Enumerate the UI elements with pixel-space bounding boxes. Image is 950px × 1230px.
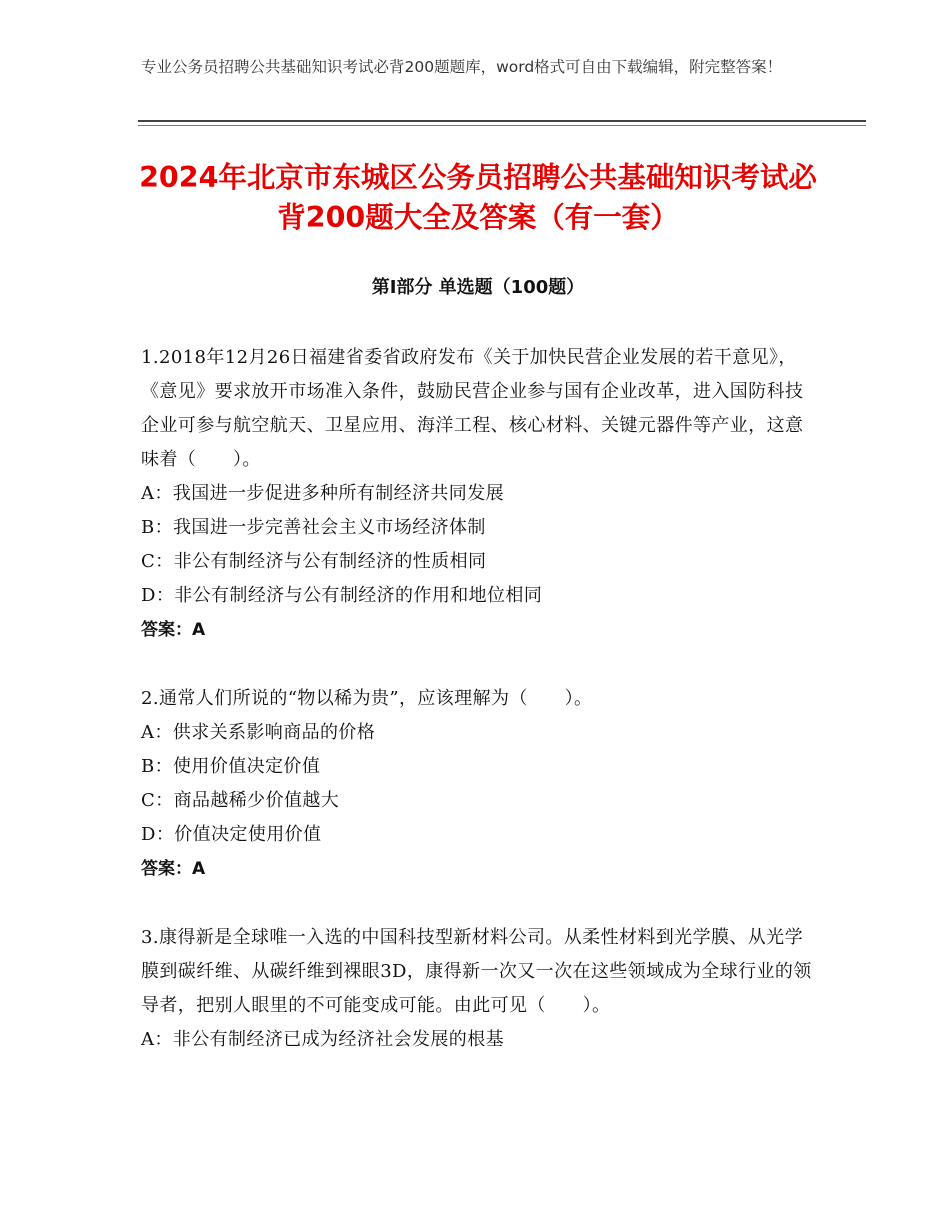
option-a: A：非公有制经济已成为经济社会发展的根基 <box>141 1029 504 1050</box>
option-d: D：非公有制经济与公有制经济的作用和地位相同 <box>141 585 543 606</box>
option-a: A：我国进一步促进多种所有制经济共同发展 <box>141 483 504 504</box>
answer-label: 答案：A <box>141 859 206 879</box>
header-note: 专业公务员招聘公共基础知识考试必背200题题库，word格式可自由下载编辑，附完整答案！ <box>141 58 783 76</box>
option-c: C：商品越稀少价值越大 <box>141 790 340 811</box>
header-divider-thick <box>138 120 866 122</box>
option-c: C：非公有制经济与公有制经济的性质相同 <box>141 551 487 572</box>
question-3 <box>141 921 821 1057</box>
question-stem: 2.通常人们所说的“物以稀为贵”，应该理解为（ ）。 <box>141 688 593 709</box>
option-a: A：供求关系影响商品的价格 <box>141 722 376 743</box>
option-b: B：我国进一步完善社会主义市场经济体制 <box>141 517 486 538</box>
document-title: 2024年北京市东城区公务员招聘公共基础知识考试必背200题大全及答案（有一套） <box>139 161 817 234</box>
question-stem: 1.2018年12月26日福建省委省政府发布《关于加快民营企业发展的若干意见》，《意见》要求放开市场准入条件，鼓励民营企业参与国有企业改革，进入国防科技企业可参与航空航天、卫星应用、海洋工程、核心材料、关键元器件等产业，这意味着（ ）。 <box>141 347 804 470</box>
answer-label: 答案：A <box>141 620 206 640</box>
question-stem: 3.康得新是全球唯一入选的中国科技型新材料公司。从柔性材料到光学膜、从光学膜到碳纤维、从碳纤维到裸眼3D，康得新一次又一次在这些领域成为全球行业的领导者，把别人眼里的不可能变成可能。由此可见（ ）。 <box>141 927 812 1016</box>
option-b: B：使用价值决定价值 <box>141 756 321 777</box>
header-divider-thin <box>138 125 866 126</box>
question-2 <box>141 682 821 886</box>
option-d: D：价值决定使用价值 <box>141 824 322 845</box>
section-title: 第Ⅰ部分 单选题（100题） <box>371 277 585 298</box>
question-1 <box>141 341 821 647</box>
